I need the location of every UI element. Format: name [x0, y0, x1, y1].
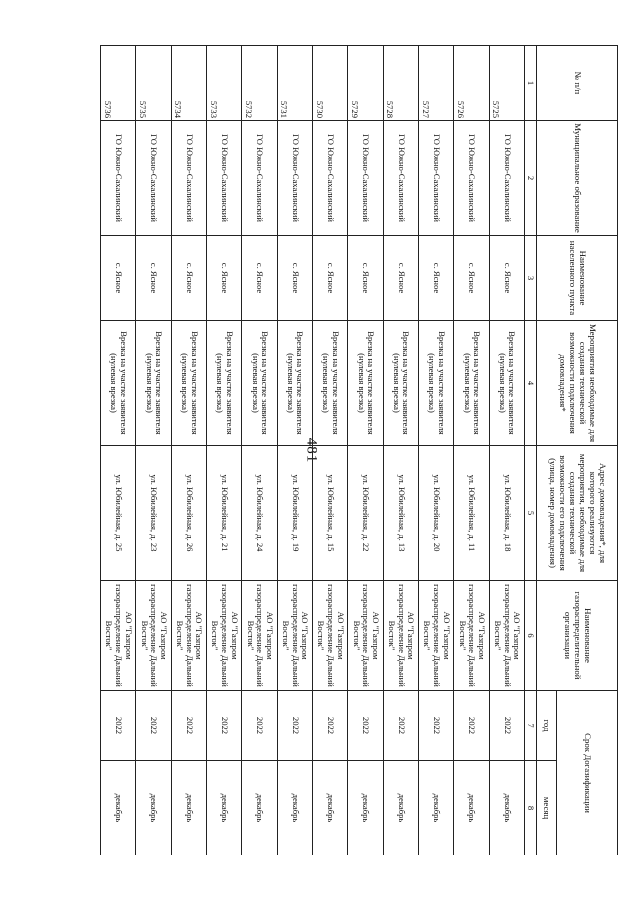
table-row — [136, 46, 171, 856]
event-cell: Врезка на участке заявителя (нулевая врезка) — [313, 321, 348, 446]
organization-cell: АО "Газпром газораспределение Дальний Восток" — [242, 581, 277, 691]
table-row — [419, 46, 454, 856]
table-row — [489, 46, 524, 856]
row-number: 5733 — [207, 46, 242, 121]
address-cell: ул. Юбилейная, д. 19 — [277, 446, 312, 581]
header-month: месяц — [537, 761, 557, 856]
month-cell: декабрь — [313, 761, 348, 856]
col-number: 4 — [525, 321, 537, 446]
event-cell: Врезка на участке заявителя (нулевая врезка) — [207, 321, 242, 446]
settlement-cell: с. Ясное — [383, 236, 418, 321]
address-cell: ул. Юбилейная, д. 23 — [136, 446, 171, 581]
organization-cell: АО "Газпром газораспределение Дальний Восток" — [419, 581, 454, 691]
year-cell: 2022 — [489, 691, 524, 761]
year-cell: 2022 — [171, 691, 206, 761]
header-settlement: Наименование населенного пункта — [537, 236, 618, 321]
municipality-cell: ГО Южно-Сахалинский — [242, 121, 277, 236]
organization-cell: АО "Газпром газораспределение Дальний Восток" — [348, 581, 383, 691]
address-cell: ул. Юбилейная, д. 22 — [348, 446, 383, 581]
table-row — [454, 46, 489, 856]
col-number: 1 — [525, 46, 537, 121]
settlement-cell: с. Ясное — [207, 236, 242, 321]
header-number: № п/п — [537, 46, 618, 121]
col-number: 3 — [525, 236, 537, 321]
settlement-cell: с. Ясное — [489, 236, 524, 321]
address-cell: ул. Юбилейная, д. 20 — [419, 446, 454, 581]
header-year: год — [537, 691, 557, 761]
month-cell: декабрь — [489, 761, 524, 856]
year-cell: 2022 — [101, 691, 136, 761]
month-cell: декабрь — [277, 761, 312, 856]
column-number-row — [525, 46, 537, 856]
organization-cell: АО "Газпром газораспределение Дальний Восток" — [207, 581, 242, 691]
event-cell: Врезка на участке заявителя (нулевая врезка) — [383, 321, 418, 446]
table-row — [101, 46, 136, 856]
municipality-cell: ГО Южно-Сахалинский — [383, 121, 418, 236]
event-cell: Врезка на участке заявителя (нулевая врезка) — [489, 321, 524, 446]
municipality-cell: ГО Южно-Сахалинский — [313, 121, 348, 236]
municipality-cell: ГО Южно-Сахалинский — [419, 121, 454, 236]
table-row — [313, 46, 348, 856]
table-row — [207, 46, 242, 856]
organization-cell: АО "Газпром газораспределение Дальний Восток" — [383, 581, 418, 691]
municipality-cell: ГО Южно-Сахалинский — [348, 121, 383, 236]
gasification-table — [100, 45, 618, 855]
month-cell: декабрь — [136, 761, 171, 856]
col-number: 7 — [525, 691, 537, 761]
month-cell: декабрь — [383, 761, 418, 856]
settlement-cell: с. Ясное — [454, 236, 489, 321]
organization-cell: АО "Газпром газораспределение Дальний Восток" — [136, 581, 171, 691]
row-number: 5725 — [489, 46, 524, 121]
month-cell: декабрь — [171, 761, 206, 856]
organization-cell: АО "Газпром газораспределение Дальний Восток" — [277, 581, 312, 691]
municipality-cell: ГО Южно-Сахалинский — [489, 121, 524, 236]
header-municipality: Муниципальное образование — [537, 121, 618, 236]
settlement-cell: с. Ясное — [242, 236, 277, 321]
settlement-cell: с. Ясное — [136, 236, 171, 321]
organization-cell: АО "Газпром газораспределение Дальний Восток" — [454, 581, 489, 691]
organization-cell: АО "Газпром газораспределение Дальний Восток" — [313, 581, 348, 691]
address-cell: ул. Юбилейная, д. 13 — [383, 446, 418, 581]
year-cell: 2022 — [136, 691, 171, 761]
row-number: 5727 — [419, 46, 454, 121]
month-cell: декабрь — [348, 761, 383, 856]
row-number: 5726 — [454, 46, 489, 121]
municipality-cell: ГО Южно-Сахалинский — [101, 121, 136, 236]
municipality-cell: ГО Южно-Сахалинский — [207, 121, 242, 236]
month-cell: декабрь — [454, 761, 489, 856]
table-row — [171, 46, 206, 856]
table-body — [101, 46, 525, 856]
year-cell: 2022 — [383, 691, 418, 761]
municipality-cell: ГО Южно-Сахалинский — [136, 121, 171, 236]
settlement-cell: с. Ясное — [101, 236, 136, 321]
header-organization: Наименование газораспределительной организации — [537, 581, 618, 691]
header-event: Мероприятия необходимые для создания технической возможности подключения домовладения* — [537, 321, 618, 446]
address-cell: ул. Юбилейная, д. 18 — [489, 446, 524, 581]
col-number: 6 — [525, 581, 537, 691]
row-number: 5732 — [242, 46, 277, 121]
event-cell: Врезка на участке заявителя (нулевая врезка) — [171, 321, 206, 446]
address-cell: ул. Юбилейная, д. 11 — [454, 446, 489, 581]
settlement-cell: с. Ясное — [313, 236, 348, 321]
address-cell: ул. Юбилейная, д. 26 — [171, 446, 206, 581]
municipality-cell: ГО Южно-Сахалинский — [454, 121, 489, 236]
year-cell: 2022 — [277, 691, 312, 761]
settlement-cell: с. Ясное — [277, 236, 312, 321]
settlement-cell: с. Ясное — [171, 236, 206, 321]
row-number: 5728 — [383, 46, 418, 121]
year-cell: 2022 — [419, 691, 454, 761]
year-cell: 2022 — [454, 691, 489, 761]
row-number: 5735 — [136, 46, 171, 121]
address-cell: ул. Юбилейная, д. 21 — [207, 446, 242, 581]
month-cell: декабрь — [101, 761, 136, 856]
address-cell: ул. Юбилейная, д. 24 — [242, 446, 277, 581]
event-cell: Врезка на участке заявителя (нулевая врезка) — [136, 321, 171, 446]
row-number: 5736 — [101, 46, 136, 121]
event-cell: Врезка на участке заявителя (нулевая врезка) — [242, 321, 277, 446]
col-number: 2 — [525, 121, 537, 236]
organization-cell: АО "Газпром газораспределение Дальний Восток" — [489, 581, 524, 691]
settlement-cell: с. Ясное — [419, 236, 454, 321]
col-number: 8 — [525, 761, 537, 856]
event-cell: Врезка на участке заявителя (нулевая врезка) — [348, 321, 383, 446]
table-row — [242, 46, 277, 856]
event-cell: Врезка на участке заявителя (нулевая врезка) — [101, 321, 136, 446]
event-cell: Врезка на участке заявителя (нулевая врезка) — [277, 321, 312, 446]
settlement-cell: с. Ясное — [348, 236, 383, 321]
row-number: 5731 — [277, 46, 312, 121]
page-number: 481 — [303, 437, 320, 464]
year-cell: 2022 — [348, 691, 383, 761]
month-cell: декабрь — [242, 761, 277, 856]
organization-cell: АО "Газпром газораспределение Дальний Восток" — [171, 581, 206, 691]
table-row — [348, 46, 383, 856]
row-number: 5729 — [348, 46, 383, 121]
municipality-cell: ГО Южно-Сахалинский — [277, 121, 312, 236]
address-cell: ул. Юбилейная, д. 25 — [101, 446, 136, 581]
col-number: 5 — [525, 446, 537, 581]
municipality-cell: ГО Южно-Сахалинский — [171, 121, 206, 236]
year-cell: 2022 — [207, 691, 242, 761]
address-cell: ул. Юбилейная, д. 15 — [313, 446, 348, 581]
year-cell: 2022 — [313, 691, 348, 761]
row-number: 5730 — [313, 46, 348, 121]
table-row — [277, 46, 312, 856]
month-cell: декабрь — [419, 761, 454, 856]
row-number: 5734 — [171, 46, 206, 121]
rotated-table-container — [100, 45, 618, 855]
organization-cell: АО "Газпром газораспределение Дальний Восток" — [101, 581, 136, 691]
rotated-table-frame — [100, 45, 618, 855]
year-cell: 2022 — [242, 691, 277, 761]
event-cell: Врезка на участке заявителя (нулевая врезка) — [454, 321, 489, 446]
header-deadline: Срок Догазификации — [557, 691, 618, 856]
header-address: Адрес домовладения*, для которого реализуются мероприятия, необходимые для создания технической возможности его подключения (улица, номер домовладения) — [537, 446, 618, 581]
table-row — [383, 46, 418, 856]
month-cell: декабрь — [207, 761, 242, 856]
event-cell: Врезка на участке заявителя (нулевая врезка) — [419, 321, 454, 446]
